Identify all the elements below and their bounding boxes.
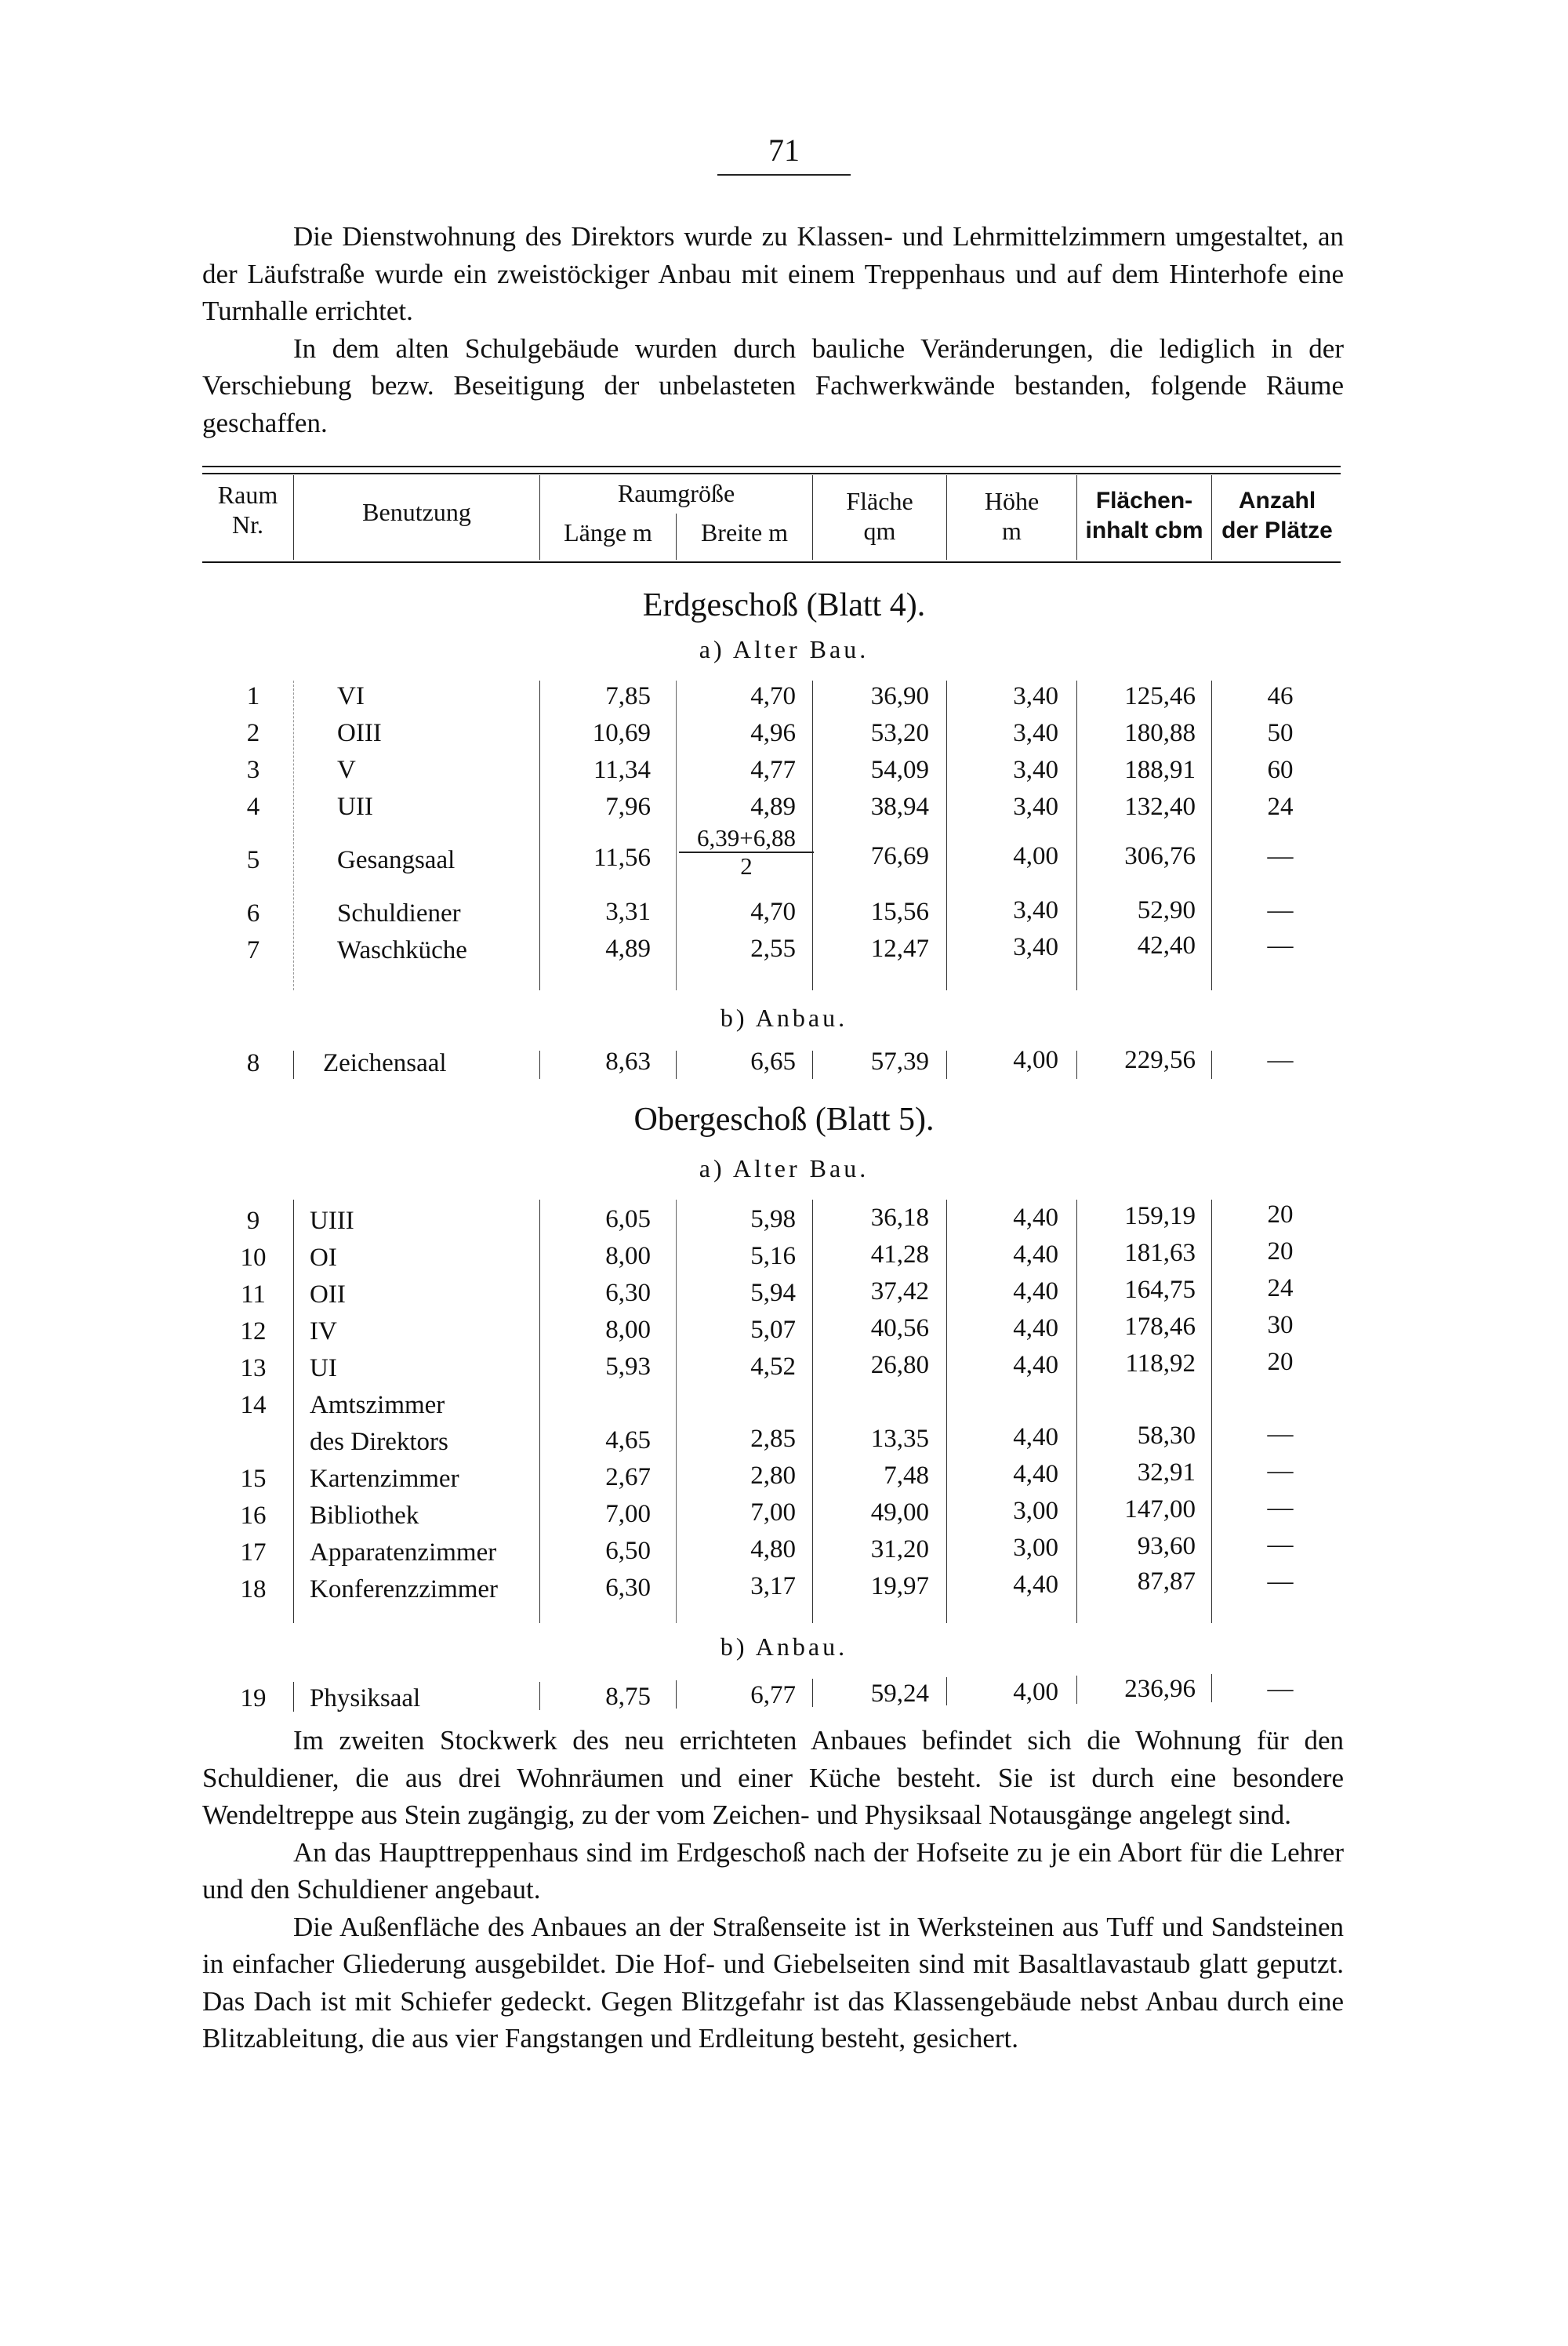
room-area: 49,00 bbox=[870, 1498, 929, 1527]
room-use: IV bbox=[310, 1317, 337, 1346]
room-number: 10 bbox=[240, 1244, 267, 1272]
header-flaecheninhalt-line1: Flächen- bbox=[1095, 488, 1193, 514]
room-use: OI bbox=[310, 1244, 337, 1272]
room-volume: 229,56 bbox=[1124, 1046, 1196, 1074]
room-width: 3,17 bbox=[750, 1572, 796, 1600]
room-height: 3,40 bbox=[1013, 896, 1058, 924]
room-width: 5,98 bbox=[750, 1205, 796, 1233]
column-divider bbox=[812, 1051, 813, 1079]
room-volume: 147,00 bbox=[1124, 1495, 1196, 1523]
outro-text bbox=[202, 1722, 1344, 2057]
room-use: Apparatenzimmer bbox=[310, 1538, 497, 1567]
page-number-rule bbox=[717, 174, 851, 176]
room-volume: 125,46 bbox=[1124, 682, 1196, 710]
room-number: 7 bbox=[246, 936, 260, 964]
room-use-line2: des Direktors bbox=[310, 1428, 448, 1456]
room-width: 6,65 bbox=[750, 1048, 796, 1076]
room-height: 4,00 bbox=[1013, 1046, 1058, 1074]
room-area: 7,48 bbox=[884, 1462, 929, 1490]
room-number: 13 bbox=[240, 1354, 267, 1382]
room-seats: — bbox=[1267, 1567, 1294, 1596]
room-width: 5,07 bbox=[750, 1316, 796, 1344]
room-number: 16 bbox=[240, 1502, 267, 1530]
outro-paragraph-3: Die Außenfläche des Anbaues an der Straßenseite ist in Werksteinen aus Tuff und Sandsteinen in einfacher Gliederung ausgebildet. Die Hof- und Giebelseiten sind mit Basaltlavastaub glatt geputzt. Das Dach ist mit Schiefer gedeckt. Gegen Blitzgefahr ist das Klassengebäude nebst Anbau durch eine Blitzableitung, die aus vier Fangstangen und Erdleitung besteht, gesichert. bbox=[202, 1911, 1344, 2054]
room-width: 4,52 bbox=[750, 1353, 796, 1381]
room-length: 8,63 bbox=[605, 1048, 651, 1076]
room-length: 6,50 bbox=[605, 1537, 651, 1565]
room-volume: 132,40 bbox=[1124, 793, 1196, 821]
room-length: 7,00 bbox=[605, 1500, 651, 1528]
room-seats: — bbox=[1267, 1420, 1294, 1448]
intro-paragraph-1: Die Dienstwohnung des Direktors wurde zu Klassen- und Lehrmittelzimmern umgestaltet, an der Läufstraße wurde ein zweistöckiger Anbau mit einem Treppenhaus und auf dem Hinterhofe eine Turnhalle errichtet. bbox=[202, 221, 1344, 326]
room-height: 3,40 bbox=[1013, 682, 1058, 710]
room-volume: 181,63 bbox=[1124, 1239, 1196, 1267]
room-seats: — bbox=[1267, 842, 1294, 870]
room-area: 54,09 bbox=[870, 756, 929, 784]
room-height: 4,00 bbox=[1013, 1678, 1058, 1706]
room-width: 4,77 bbox=[750, 756, 796, 784]
column-divider bbox=[946, 1200, 947, 1623]
column-divider bbox=[1211, 1051, 1212, 1079]
room-width: 4,70 bbox=[750, 682, 796, 710]
room-use: Physiksaal bbox=[310, 1684, 421, 1712]
room-number: 17 bbox=[240, 1538, 267, 1567]
room-width: 4,80 bbox=[750, 1535, 796, 1563]
subsection-anbau: b) Anbau. bbox=[720, 1632, 848, 1661]
room-number: 18 bbox=[240, 1575, 267, 1603]
room-length: 6,05 bbox=[605, 1205, 651, 1233]
header-raum bbox=[202, 480, 293, 539]
room-width: 4,96 bbox=[750, 719, 796, 747]
outro-paragraph-2: An das Haupttreppenhaus sind im Erdgeschoß nach der Hofseite zu je ein Abort für die Lehrer und den Schuldiener angebaut. bbox=[202, 1836, 1344, 1905]
room-width: 2,55 bbox=[750, 935, 796, 963]
intro-paragraph-2: In dem alten Schulgebäude wurden durch bauliche Veränderungen, die lediglich in der Verschiebung bezw. Beseitigung der unbelasteten Fachwerkwände bestanden, folgende Räume geschaffen. bbox=[202, 332, 1344, 438]
room-number: 15 bbox=[240, 1465, 267, 1493]
room-seats: 24 bbox=[1267, 793, 1294, 821]
room-volume: 180,88 bbox=[1124, 719, 1196, 747]
room-seats: 24 bbox=[1267, 1274, 1294, 1302]
column-divider bbox=[293, 681, 294, 990]
outro-paragraph-1: Im zweiten Stockwerk des neu errichteten Anbaues befindet sich die Wohnung für den Schuldiener, die aus drei Wohnräumen und einer Küche besteht. Sie ist durch eine besondere Wendeltreppe aus Stein zugängig, zu der vom Zeichen- und Physiksaal Notausgänge angelegt sind. bbox=[202, 1725, 1344, 1830]
room-seats: 60 bbox=[1267, 756, 1294, 784]
room-area: 15,56 bbox=[870, 898, 929, 926]
room-width: 5,16 bbox=[750, 1242, 796, 1270]
room-area: 59,24 bbox=[870, 1680, 929, 1708]
room-width: 5,94 bbox=[750, 1279, 796, 1307]
room-area: 12,47 bbox=[870, 935, 929, 963]
room-number: 12 bbox=[240, 1317, 267, 1346]
column-divider bbox=[293, 1682, 294, 1712]
header-raumgroesse: Raumgröße bbox=[617, 479, 735, 507]
room-seats: 20 bbox=[1267, 1200, 1294, 1229]
room-use: UIII bbox=[310, 1207, 354, 1235]
header-raum-line1: Raum bbox=[217, 481, 278, 509]
room-volume: 87,87 bbox=[1137, 1567, 1196, 1596]
room-seats: — bbox=[1267, 1457, 1294, 1485]
header-flaeche-line2: qm bbox=[863, 517, 896, 545]
column-divider bbox=[539, 681, 540, 990]
column-divider bbox=[1076, 681, 1077, 990]
column-divider bbox=[1211, 1674, 1212, 1702]
room-use: Kartenzimmer bbox=[310, 1465, 459, 1493]
room-use: VI bbox=[337, 682, 365, 710]
room-number: 4 bbox=[246, 793, 260, 821]
room-area: 19,97 bbox=[870, 1572, 929, 1600]
room-seats: — bbox=[1267, 932, 1294, 960]
room-width: 2,80 bbox=[750, 1462, 796, 1490]
room-number: 1 bbox=[246, 682, 260, 710]
column-divider bbox=[812, 1679, 813, 1707]
fraction-denominator: 2 bbox=[740, 852, 753, 880]
header-benutzung: Benutzung bbox=[362, 498, 471, 526]
subsection-alter-bau: a) Alter Bau. bbox=[699, 635, 869, 663]
room-height: 4,40 bbox=[1013, 1460, 1058, 1488]
room-volume: 42,40 bbox=[1137, 932, 1196, 960]
room-use: Amtszimmer bbox=[310, 1391, 445, 1419]
room-height: 4,40 bbox=[1013, 1204, 1058, 1232]
column-divider bbox=[293, 1200, 294, 1623]
room-height: 4,00 bbox=[1013, 842, 1058, 870]
room-volume: 188,91 bbox=[1124, 756, 1196, 784]
room-length: 10,69 bbox=[592, 719, 651, 747]
room-width: 7,00 bbox=[750, 1498, 796, 1527]
room-length: 4,65 bbox=[605, 1426, 651, 1454]
room-width: 2,85 bbox=[750, 1425, 796, 1453]
column-divider bbox=[1076, 1051, 1077, 1079]
room-area: 31,20 bbox=[870, 1535, 929, 1563]
room-height: 3,00 bbox=[1013, 1534, 1058, 1562]
room-area: 37,42 bbox=[870, 1277, 929, 1306]
room-volume: 32,91 bbox=[1137, 1458, 1196, 1487]
room-width: 6,77 bbox=[750, 1681, 796, 1709]
room-number: 8 bbox=[246, 1049, 260, 1077]
room-use: Waschküche bbox=[337, 936, 467, 964]
room-number: 19 bbox=[240, 1684, 267, 1712]
table-header-bottom-rule bbox=[202, 561, 1341, 563]
room-number: 6 bbox=[246, 899, 260, 928]
column-divider bbox=[1211, 1200, 1212, 1623]
room-use: UII bbox=[337, 793, 373, 821]
room-seats: 20 bbox=[1267, 1348, 1294, 1376]
room-seats: 50 bbox=[1267, 719, 1294, 747]
column-divider bbox=[676, 1051, 677, 1079]
room-length: 7,96 bbox=[605, 793, 651, 821]
room-area: 26,80 bbox=[870, 1351, 929, 1379]
column-divider bbox=[676, 1200, 677, 1623]
room-number: 14 bbox=[240, 1391, 267, 1419]
room-use: V bbox=[337, 756, 356, 784]
room-length: 3,31 bbox=[605, 898, 651, 926]
room-use: Konferenzzimmer bbox=[310, 1575, 499, 1603]
room-height: 3,40 bbox=[1013, 756, 1058, 784]
room-length: 8,00 bbox=[605, 1242, 651, 1270]
header-flaecheninhalt-line2: inhalt cbm bbox=[1085, 518, 1203, 543]
column-divider bbox=[539, 1051, 540, 1079]
header-hoehe bbox=[947, 486, 1076, 546]
room-volume: 118,92 bbox=[1125, 1349, 1196, 1378]
room-length: 8,00 bbox=[605, 1316, 651, 1344]
room-seats: 30 bbox=[1267, 1311, 1294, 1339]
column-divider bbox=[539, 1682, 540, 1710]
room-area: 13,35 bbox=[870, 1425, 929, 1453]
room-length: 7,85 bbox=[605, 682, 651, 710]
room-seats: — bbox=[1267, 1494, 1294, 1522]
room-area: 36,90 bbox=[870, 682, 929, 710]
room-number: 9 bbox=[246, 1207, 260, 1235]
intro-text bbox=[202, 218, 1344, 441]
header-breite: Breite m bbox=[700, 518, 789, 547]
room-volume: 306,76 bbox=[1124, 842, 1196, 870]
room-use: Schuldiener bbox=[337, 899, 461, 928]
room-seats: 20 bbox=[1267, 1237, 1294, 1266]
room-height: 4,40 bbox=[1013, 1571, 1058, 1599]
room-length: 6,30 bbox=[605, 1574, 651, 1602]
header-anzahl bbox=[1212, 486, 1342, 546]
room-volume: 93,60 bbox=[1137, 1532, 1196, 1560]
column-divider bbox=[946, 681, 947, 990]
room-area: 53,20 bbox=[870, 719, 929, 747]
page-number: 71 bbox=[768, 133, 800, 168]
header-flaeche-line1: Fläche bbox=[846, 487, 913, 515]
room-volume: 58,30 bbox=[1137, 1422, 1196, 1450]
table-top-rule-2 bbox=[202, 473, 1341, 474]
room-area: 41,28 bbox=[870, 1240, 929, 1269]
room-height: 4,40 bbox=[1013, 1240, 1058, 1269]
room-height: 4,40 bbox=[1013, 1314, 1058, 1342]
column-divider bbox=[946, 1051, 947, 1079]
header-raum-line2: Nr. bbox=[232, 510, 263, 539]
room-use: Gesangsaal bbox=[337, 846, 456, 874]
room-volume: 236,96 bbox=[1124, 1675, 1196, 1703]
room-use: Zeichensaal bbox=[323, 1049, 447, 1077]
section-title-erdgeschoss: Erdgeschoß (Blatt 4). bbox=[642, 587, 926, 623]
column-divider bbox=[539, 1200, 540, 1623]
subsection-anbau: b) Anbau. bbox=[720, 1004, 848, 1032]
room-volume: 52,90 bbox=[1137, 896, 1196, 924]
room-length: 6,30 bbox=[605, 1279, 651, 1307]
header-flaeche bbox=[813, 486, 946, 546]
room-height: 4,40 bbox=[1013, 1277, 1058, 1306]
column-divider bbox=[1076, 1200, 1077, 1623]
header-anzahl-line2: der Plätze bbox=[1221, 518, 1333, 543]
room-length: 5,93 bbox=[605, 1353, 651, 1381]
room-seats: — bbox=[1267, 1531, 1294, 1559]
room-area: 76,69 bbox=[870, 842, 929, 870]
room-area: 57,39 bbox=[870, 1048, 929, 1076]
header-anzahl-line1: Anzahl bbox=[1238, 488, 1316, 514]
room-use: Bibliothek bbox=[310, 1502, 419, 1530]
room-height: 4,40 bbox=[1013, 1351, 1058, 1379]
room-number: 2 bbox=[246, 719, 260, 747]
header-laenge: Länge m bbox=[564, 518, 652, 547]
room-length: 11,56 bbox=[593, 844, 651, 872]
column-divider bbox=[293, 1051, 294, 1079]
room-height: 3,40 bbox=[1013, 719, 1058, 747]
fraction-numerator: 6,39+6,88 bbox=[679, 825, 814, 853]
room-number: 5 bbox=[246, 846, 260, 874]
room-volume: 178,46 bbox=[1124, 1313, 1196, 1341]
column-divider bbox=[946, 1677, 947, 1705]
column-divider bbox=[1211, 681, 1212, 990]
room-area: 40,56 bbox=[870, 1314, 929, 1342]
room-use: UI bbox=[310, 1354, 337, 1382]
room-height: 3,40 bbox=[1013, 793, 1058, 821]
section-title-obergeschoss: Obergeschoß (Blatt 5). bbox=[633, 1102, 935, 1138]
room-area: 38,94 bbox=[870, 793, 929, 821]
room-volume: 164,75 bbox=[1124, 1276, 1196, 1304]
room-height: 3,40 bbox=[1013, 933, 1058, 961]
room-width-fraction bbox=[679, 825, 814, 880]
room-use: OII bbox=[310, 1280, 346, 1309]
room-length: 4,89 bbox=[605, 935, 651, 963]
header-hoehe-line1: Höhe bbox=[984, 487, 1040, 515]
column-divider bbox=[676, 681, 677, 990]
room-length: 8,75 bbox=[605, 1683, 651, 1711]
room-use: OIII bbox=[337, 719, 382, 747]
room-seats: — bbox=[1267, 1675, 1294, 1703]
header-flaecheninhalt bbox=[1077, 486, 1211, 546]
column-divider bbox=[1076, 1676, 1077, 1704]
room-volume: 159,19 bbox=[1124, 1202, 1196, 1230]
room-length: 11,34 bbox=[593, 756, 651, 784]
header-hoehe-line2: m bbox=[1002, 517, 1022, 545]
room-height: 3,00 bbox=[1013, 1497, 1058, 1525]
room-seats: 46 bbox=[1267, 682, 1294, 710]
room-number: 3 bbox=[246, 756, 260, 784]
column-divider bbox=[676, 1680, 677, 1709]
subsection-alter-bau: a) Alter Bau. bbox=[699, 1154, 869, 1182]
room-area: 36,18 bbox=[870, 1204, 929, 1232]
column-divider bbox=[812, 1200, 813, 1623]
room-seats: — bbox=[1267, 1046, 1294, 1074]
room-height: 4,40 bbox=[1013, 1423, 1058, 1451]
room-width: 4,89 bbox=[750, 793, 796, 821]
room-number: 11 bbox=[241, 1280, 266, 1309]
table-top-rule bbox=[202, 466, 1341, 467]
room-seats: — bbox=[1267, 896, 1294, 924]
room-width: 4,70 bbox=[750, 898, 796, 926]
room-length: 2,67 bbox=[605, 1463, 651, 1491]
